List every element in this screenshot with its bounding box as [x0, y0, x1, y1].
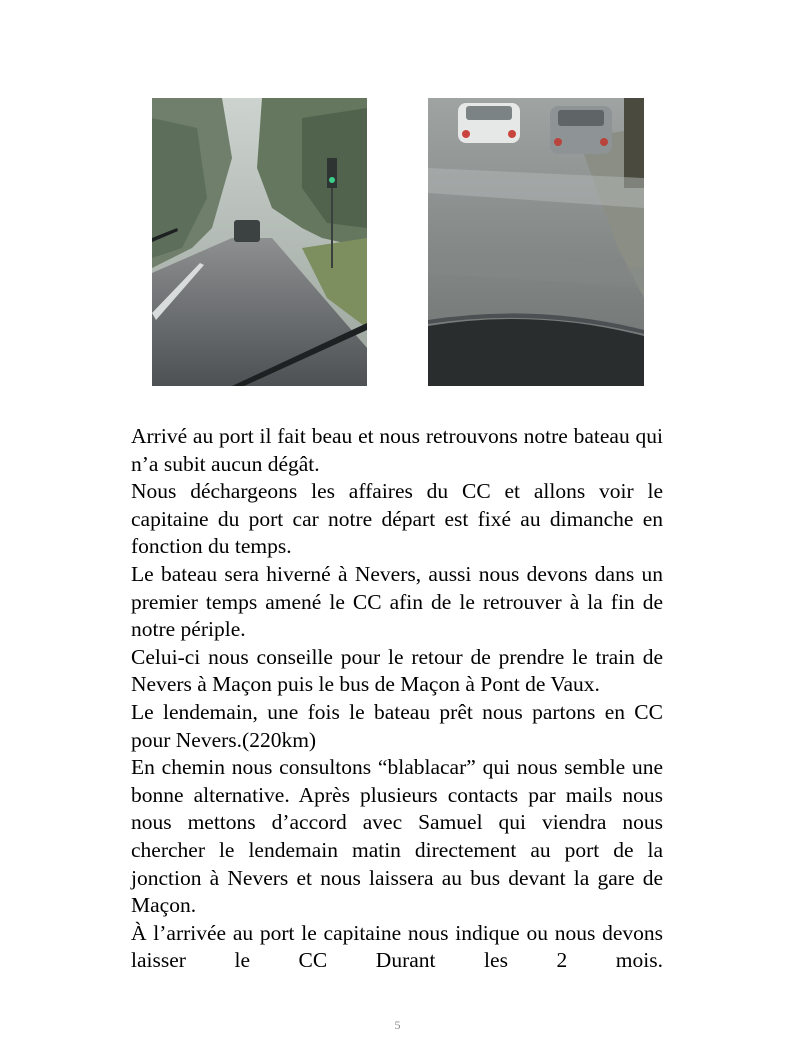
body-text [131, 423, 663, 975]
page-number: 5 [394, 1018, 401, 1032]
paragraph-3: Le bateau sera hiverné à Nevers, aussi nous devons dans un premier temps amené le CC afin de le retrouver à la fin de notre périple. [131, 561, 663, 642]
paragraph-1: Arrivé au port il fait beau et nous retrouvons notre bateau qui n’a subit aucun dégât. [131, 424, 663, 476]
photo-flooded-street [428, 98, 644, 386]
paragraph-7: À l’arrivée au port le capitaine nous indique ou nous devons laisser le CC Durant les 2 mois. [131, 920, 663, 973]
paragraph-2: Nous déchargeons les affaires du CC et allons voir le capitaine du port car notre départ est fixé au dimanche en fonction du temps. [131, 479, 663, 559]
flooded-street-image [428, 98, 644, 386]
paragraph-5: Le lendemain, une fois le bateau prêt nous partons en CC pour Nevers.(220km) [131, 699, 663, 752]
rainy-road-image [152, 98, 367, 386]
photo-rainy-road [152, 98, 367, 386]
paragraph-6: En chemin nous consultons “blablacar” qui nous semble une bonne alternative. Après plusieurs contacts par mails nous nous mettons d’accord avec Samuel qui viendra nous chercher le lendemain matin directement au port de la jonction à Nevers et nous laissera au bus devant la gare de Maçon. [131, 755, 663, 918]
paragraph-4: Celui-ci nous conseille pour le retour de prendre le train de Nevers à Maçon puis le bus de Maçon à Pont de Vaux. [131, 644, 663, 697]
